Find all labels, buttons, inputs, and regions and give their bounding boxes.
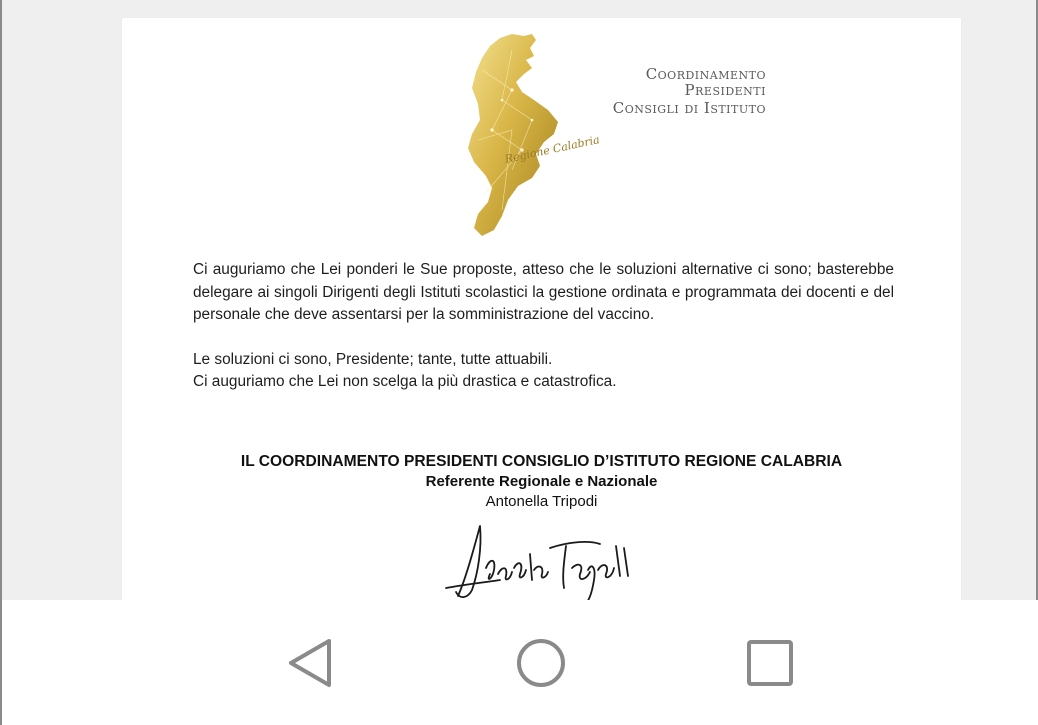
navbar-left-edge bbox=[0, 600, 2, 725]
paragraph-2 bbox=[193, 349, 894, 394]
logo-subtitle: Regione Calabria bbox=[503, 133, 601, 166]
logo-text-line2: Presidenti bbox=[684, 81, 766, 99]
viewer-left-edge bbox=[0, 0, 2, 600]
logo-text-line3: Consigli di Istituto bbox=[612, 99, 766, 117]
android-navigation-bar bbox=[0, 600, 1038, 725]
calabria-map-logo-icon bbox=[452, 30, 652, 242]
paragraph-2-line-2: Ci auguriamo che Lei non scelga la più drastica e catastrofica. bbox=[193, 373, 617, 390]
paragraph-1: Ci auguriamo che Lei ponderi le Sue proposte, atteso che le soluzioni alternative ci sono; basterebbe delegare ai singoli Dirigenti degli Istituti scolastici la gestione ordinata e programmata dei docenti e del personale che deve assentarsi per la somministrazione del vaccino. bbox=[193, 261, 894, 323]
handwritten-signature bbox=[438, 518, 648, 600]
recents-button[interactable] bbox=[735, 628, 805, 698]
square-recents-icon bbox=[735, 628, 805, 698]
letter-body bbox=[193, 259, 894, 394]
signer-name: Antonella Tripodi bbox=[485, 493, 598, 510]
signer-role: Referente Regionale e Nazionale bbox=[425, 473, 658, 490]
paragraph-2-line-1: Le soluzioni ci sono, Presidente; tante, tutte attuabili. bbox=[193, 350, 553, 368]
logo-text-line1: Coordinamento bbox=[645, 65, 766, 83]
circle-home-icon bbox=[506, 628, 576, 698]
signature-block bbox=[122, 452, 961, 512]
back-button[interactable] bbox=[275, 628, 345, 698]
triangle-back-icon bbox=[275, 628, 345, 698]
organization-name: IL COORDINAMENTO PRESIDENTI CONSIGLIO D’ISTITUTO REGIONE CALABRIA bbox=[240, 453, 843, 470]
document-page bbox=[122, 18, 961, 600]
home-button[interactable] bbox=[506, 628, 576, 698]
